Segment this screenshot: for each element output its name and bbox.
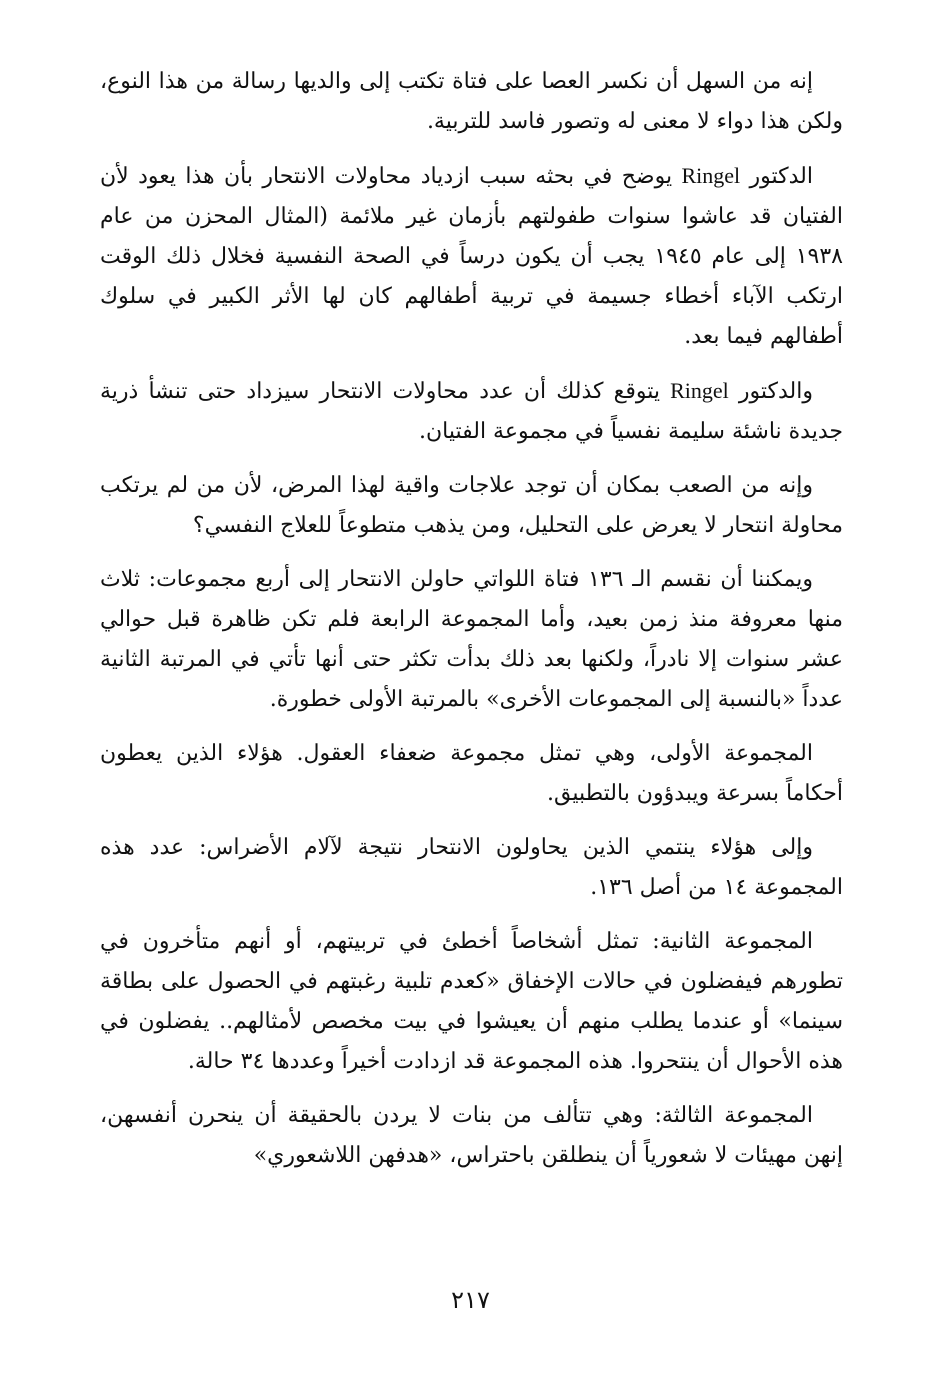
paragraph-text-rest: يوضح في بحثه سبب ازدياد محاولات الانتحار بأن هذا يعود لأن الفتيان قد عاشوا سنوات طفولتهم بأزمان غير ملائمة (المثال المحزن من عام ١٩٣٨ إلى عام ١٩٤٥ يجب أن يكون درساً في الصحة النفسية فخلال ذلك الوقت ارتكب الآباء أخطاء جسيمة في تربية أطفالهم كان لها الأثر الكبير في سلوك أطفالهم فيما بعد. (100, 164, 843, 349)
paragraph-text: المجموعة الثانية: تمثل أشخاصاً أخطئ في تربيتهم، أو أنهم متأخرون في تطورهم فيفضلون في حالات الإخفاق «كعدم تلبية رغبتهم في الحصول على بطاقة سينما» أو عندما يطلب منهم أن يعيشوا في بيت مخصص لأمثالهم.. يفضلون في هذه الأحوال أن ينتحروا. هذه المجموعة قد ازدادت أخيراً وعددها ٣٤ حالة. (100, 929, 843, 1074)
paragraph-9 (100, 1096, 843, 1176)
paragraph-3 (100, 371, 843, 452)
page-number: ٢١٧ (451, 1286, 490, 1314)
paragraph-6 (100, 734, 843, 814)
paragraph-text-start: والدكتور (728, 379, 813, 404)
paragraph-text-rest: يتوقع كذلك أن عدد محاولات الانتحار سيزداد حتى تنشأ ذرية جديدة ناشئة سليمة نفسياً في مجموعة الفتيان. (100, 379, 843, 444)
paragraph-1 (100, 62, 843, 142)
paragraph-2 (100, 156, 843, 357)
paragraph-text-start: الدكتور (740, 164, 813, 189)
paragraph-text: إنه من السهل أن نكسر العصا على فتاة تكتب إلى والديها رسالة من هذا النوع، ولكن هذا دواء لا معنى له وتصور فاسد للتربية. (100, 69, 843, 134)
paragraph-text: المجموعة الأولى، وهي تمثل مجموعة ضعفاء العقول. هؤلاء الذين يعطون أحكاماً بسرعة ويبدؤون بالتطبيق. (100, 741, 843, 806)
paragraph-text: وإنه من الصعب بمكان أن توجد علاجات واقية لهذا المرض، لأن من لم يرتكب محاولة انتحار لا يعرض على التحليل، ومن يذهب متطوعاً للعلاج النفسي؟ (100, 473, 843, 538)
paragraph-text: المجموعة الثالثة: وهي تتألف من بنات لا يردن بالحقيقة أن ينحرن أنفسهن، إنهن مهيئات لا شعورياً أن ينطلقن باحتراس، «هدفهن اللاشعوري» (100, 1103, 843, 1168)
paragraph-7 (100, 828, 843, 908)
author-name-ringel: Ringel (681, 163, 741, 188)
author-name-ringel: Ringel (670, 378, 729, 403)
paragraph-text: ويمكننا أن نقسم الـ ١٣٦ فتاة اللواتي حاولن الانتحار إلى أربع مجموعات: ثلاث منها معروفة منذ زمن بعيد، وأما المجموعة الرابعة فلم تكن ظاهرة قبل حوالي عشر سنوات إلا نادراً، ولكنها بعد ذلك بدأت تكثر حتى أنها تأتي في المرتبة الثانية عدداً «بالنسبة إلى المجموعات الأخرى» بالمرتبة الأولى خطورة. (100, 567, 843, 712)
paragraph-8 (100, 922, 843, 1082)
paragraph-5 (100, 560, 843, 720)
paragraph-text: وإلى هؤلاء ينتمي الذين يحاولون الانتحار نتيجة لآلام الأضراس: عدد هذه المجموعة ١٤ من أصل ١٣٦. (100, 835, 843, 900)
paragraph-4 (100, 466, 843, 546)
page-body (100, 62, 843, 1316)
